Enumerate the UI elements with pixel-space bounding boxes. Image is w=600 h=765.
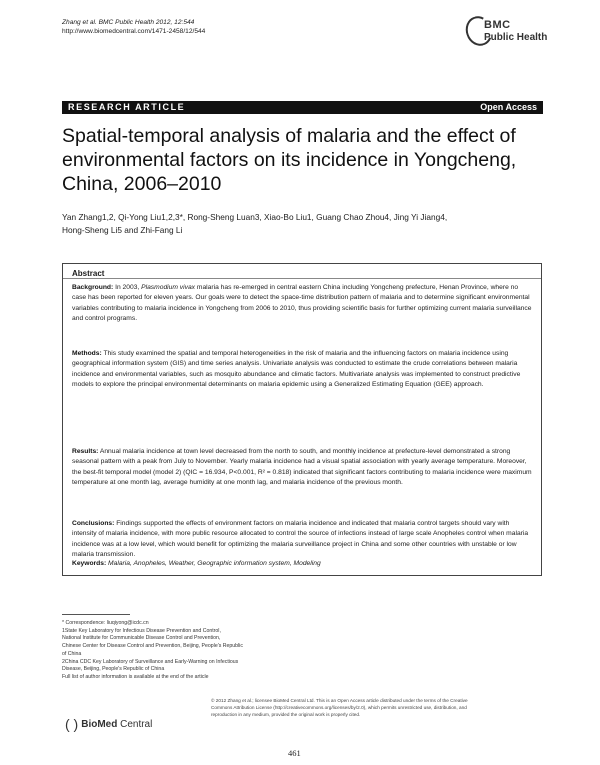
results-label: Results: [72, 448, 99, 455]
methods-text: This study examined the spatial and temporal heterogeneities in the risk of malaria and the influencing factors on malaria incidence using geographical information system (GIS) and time series analysis. Univariate analysis was conducted to estimate the crude correlations between malaria incidence and environmental variables, such as mosquito abundance and climatic factors. Multivariate analysis was implemented to construct predictive models to explore the principal environmental determinants on malaria epidemic using a Generalized Estimating Equation (GEE) approach. [72, 350, 521, 389]
publisher-name-regular: Central [117, 719, 153, 730]
abstract-background [72, 283, 532, 325]
footnote-line: Disease, Beijing, People's Republic of China [62, 666, 165, 673]
footnote-line: 2China CDC Key Laboratory of Surveillance and Early-Warning on Infectious [62, 658, 239, 665]
author-list [62, 211, 532, 237]
journal-citation [62, 18, 205, 36]
background-text-pre: In 2003, [113, 284, 142, 291]
biomed-central-logo [65, 716, 152, 732]
footnote-divider [62, 614, 130, 615]
footnotes [62, 620, 392, 682]
article-type-label: RESEARCH ARTICLE [68, 102, 186, 112]
article-title: Spatial-temporal analysis of malaria and the effect of environmental factors on its incidence in Yongcheng, China, 2006–2010 [62, 125, 517, 195]
author-line-1: Yan Zhang1,2, Qi-Yong Liu1,2,3*, Rong-Sheng Luan3, Xiao-Bo Liu1, Guang Chao Zhou4, Jing Yi Jiang4, [62, 212, 448, 222]
abstract-box [62, 263, 542, 576]
methods-label: Methods: [72, 350, 102, 357]
footnote-line: Full list of author information is available at the end of the article [62, 673, 209, 680]
article-type-banner [62, 101, 543, 114]
biomed-logo-icon: ( ) [65, 716, 79, 732]
background-text-post: malaria has re-emerged in central eastern China including Yongcheng prefecture, Henan Province, where no case has been reported for eleven years. Our goals were to detect the space-time distribution pattern of malaria and to determine significant environmental variables contributing to malaria incidence in Yongcheng from 2006 to 2010, thus providing scientific basis for further optimizing current malaria surveillance and control programs. [72, 284, 532, 323]
license-statement: © 2012 Zhang et al.; licensee BioMed Central Ltd. This is an Open Access article distributed under the terms of the Creative Commons Attribution License (http://creativecommons.org/licenses/by/2.0), which permits unrestricted use, distribution, and reproduction in any medium, provided the original work is properly cited. [211, 698, 468, 717]
logo-bmc-text: BMC [484, 19, 511, 31]
conclusions-label: Conclusions: [72, 520, 115, 527]
abstract-divider [63, 278, 541, 279]
background-species: Plasmodium vivax [141, 284, 196, 291]
abstract-keywords [72, 559, 532, 569]
abstract-heading: Abstract [72, 269, 105, 278]
abstract-methods [72, 349, 532, 391]
publisher-name-bold: BioMed [81, 719, 118, 730]
footnote-line[interactable]: * Correspondence: liuqiyong@icdc.cn [62, 620, 149, 626]
keywords-label: Keywords: [72, 560, 107, 567]
footnote-line: of China [62, 650, 82, 657]
keywords-text: Malaria, Anopheles, Weather, Geographic information system, Modeling [106, 560, 321, 567]
footnote-line: 1State Key Laboratory for Infectious Disease Prevention and Control, [62, 627, 221, 634]
background-label: Background: [72, 284, 114, 291]
article-url[interactable]: http://www.biomedcentral.com/1471-2458/12/544 [62, 28, 206, 35]
author-line-2: Hong-Sheng Li5 and Zhi-Fang Li [62, 225, 183, 235]
footnote-line: National Institute for Communicable Disease Control and Prevention, [62, 635, 221, 642]
conclusions-text: Findings supported the effects of environment factors on malaria incidence and indicated that malaria control targets should vary with intensity of malaria incidence, with more public resource allocated to control the source of infections instead of large scale Anopheles control when malaria incidence was at a low level, which would benefit for optimizing the malaria surveillance project in China and some other countries with unstable or low malaria transmission. [72, 520, 529, 559]
logo-journal-text: Public Health [484, 32, 548, 43]
footnote-line: Chinese Center for Disease Control and Prevention, Beijing, People's Republic [62, 643, 243, 650]
results-text: Annual malaria incidence at town level decreased from the north to south, and monthly incidence at prefecture-level demonstrated a strong seasonal pattern with a peak from July to November. Yearly malaria incidence had a visual spatial association with yearly average temperature. Moreover, the best-fit temporal model (model 2) (QIC = 16.934, P<0.001, R² = 0.818) indicated that significant factors contributing to malaria incidence were maximum temperature at one month lag, average humidity at one month lag, and malaria incidence of the previous month. [72, 448, 532, 487]
journal-logo [466, 14, 566, 56]
abstract-results [72, 447, 532, 489]
open-access-label: Open Access [480, 102, 537, 112]
citation-text: Zhang et al. BMC Public Health 2012, 12:544 [62, 19, 195, 26]
page-number: 461 [288, 748, 301, 758]
abstract-conclusions [72, 519, 532, 561]
